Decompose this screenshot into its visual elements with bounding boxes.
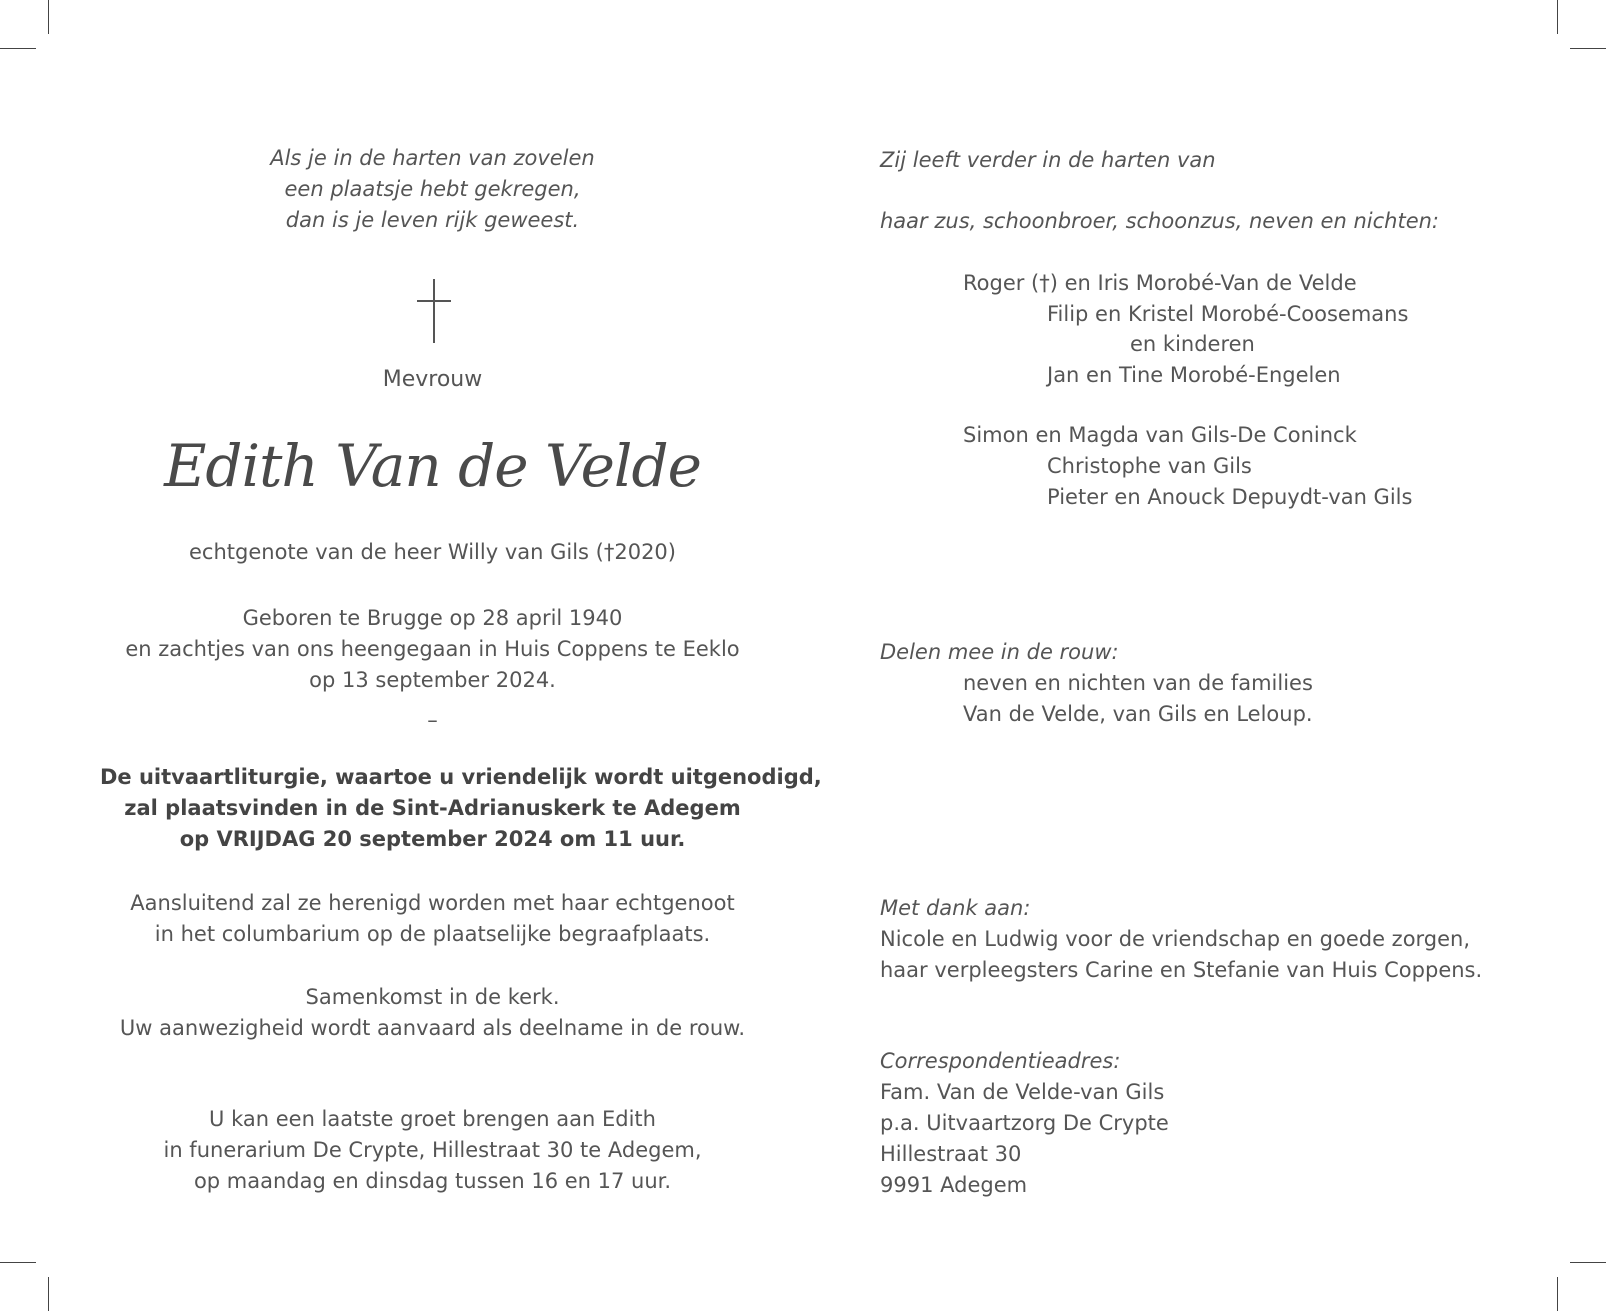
poem-line: Als je in de harten van zovelen: [270, 146, 595, 170]
crop-mark-bottom-left-v: [48, 1277, 49, 1311]
mourners-heading: Delen mee in de rouw:: [880, 640, 1119, 664]
family-member: Roger (†) en Iris Morobé-Van de Velde: [963, 271, 1357, 295]
columbarium-line: in het columbarium op de plaatselijke begraafplaats.: [154, 922, 711, 946]
deceased-name: Edith Van de Velde: [164, 432, 701, 500]
gathering-line: Uw aanwezigheid wordt aanvaard als deelname in de rouw.: [119, 1016, 746, 1040]
family-member: Simon en Magda van Gils-De Coninck: [963, 423, 1357, 448]
mourners-line: neven en nichten van de families: [963, 671, 1313, 695]
spouse-line: echtgenote van de heer Willy van Gils (†2020): [189, 540, 676, 564]
thanks-heading: Met dank aan:: [880, 896, 1031, 920]
thanks-section: [880, 893, 1580, 986]
crop-mark-top-left-h: [0, 48, 36, 49]
gathering-info: [100, 982, 765, 1044]
address-line: Fam. Van de Velde-van Gils: [880, 1080, 1165, 1104]
liturgy-line: zal plaatsvinden in de Sint-Adrianuskerk te Adegem: [124, 796, 741, 820]
info-line: en zachtjes van ons heengegaan in Huis Coppens te Eeklo: [125, 637, 740, 661]
liturgy-info: [100, 762, 822, 855]
mourners-line: Van de Velde, van Gils en Leloup.: [963, 702, 1313, 726]
columbarium-info: [100, 888, 765, 950]
gathering-line: Samenkomst in de kerk.: [305, 985, 560, 1009]
family-member: Pieter en Anouck Depuydt-van Gils: [1047, 484, 1413, 509]
poem-line: dan is je leven rijk geweest.: [285, 208, 580, 232]
thanks-line: haar verpleegsters Carine en Stefanie van Huis Coppens.: [880, 958, 1483, 982]
survived-by-heading: Zij leeft verder in de harten van: [880, 148, 1216, 172]
crop-mark-bottom-right-v: [1557, 1277, 1558, 1311]
columbarium-line: Aansluitend zal ze herenigd worden met haar echtgenoot: [130, 891, 735, 915]
family-list: [880, 268, 1580, 512]
family-member: en kinderen: [1130, 332, 1255, 357]
poem-line: een plaatsje hebt gekregen,: [284, 177, 581, 201]
honorific: Mevrouw: [382, 367, 483, 392]
info-line: Geboren te Brugge op 28 april 1940: [242, 606, 623, 630]
family-member: Filip en Kristel Morobé-Coosemans: [1047, 301, 1409, 326]
info-line: op 13 september 2024.: [309, 668, 556, 692]
address-heading: Correspondentieadres:: [880, 1049, 1121, 1073]
mourners-section: [880, 637, 1580, 730]
crop-mark-top-right-h: [1570, 48, 1606, 49]
poem: [100, 143, 765, 236]
crop-mark-top-right-v: [1557, 0, 1558, 34]
address-line: p.a. Uitvaartzorg De Crypte: [880, 1111, 1169, 1135]
correspondence-address: [880, 1046, 1580, 1201]
birth-death-info: [100, 603, 765, 696]
address-line: 9991 Adegem: [880, 1173, 1028, 1197]
liturgy-line: op VRIJDAG 20 september 2024 om 11 uur.: [179, 827, 686, 851]
separator: –: [427, 708, 438, 732]
farewell-line: in funerarium De Crypte, Hillestraat 30 te Adegem,: [163, 1138, 702, 1162]
relations-heading: haar zus, schoonbroer, schoonzus, neven en nichten:: [880, 209, 1440, 233]
farewell-line: op maandag en dinsdag tussen 16 en 17 uur.: [193, 1169, 672, 1193]
farewell-line: U kan een laatste groet brengen aan Edith: [209, 1107, 656, 1131]
liturgy-line: De uitvaartliturgie, waartoe u vriendelijk wordt uitgenodigd,: [100, 765, 822, 789]
address-line: Hillestraat 30: [880, 1142, 1022, 1166]
thanks-line: Nicole en Ludwig voor de vriendschap en goede zorgen,: [880, 927, 1471, 951]
farewell-info: [100, 1104, 765, 1197]
crop-mark-top-left-v: [48, 0, 49, 34]
crop-mark-bottom-left-h: [0, 1262, 36, 1263]
cross-icon: [433, 279, 435, 343]
family-member: Jan en Tine Morobé-Engelen: [1047, 362, 1341, 387]
family-member: Christophe van Gils: [1047, 453, 1252, 478]
crop-mark-bottom-right-h: [1570, 1262, 1606, 1263]
